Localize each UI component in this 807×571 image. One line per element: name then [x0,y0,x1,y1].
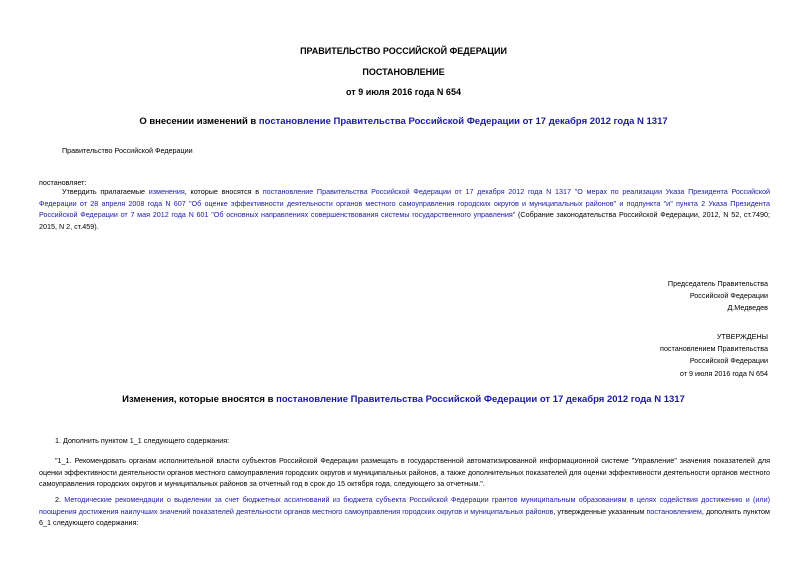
changes-title-prefix: Изменения, которые вносятся в [122,394,277,405]
signature-line-2: Российской Федерации [689,291,768,301]
item-2-text-1: , утвержденные указанным [553,506,647,516]
signature-line-3: Д.Медведев [727,303,768,313]
approval-line-3: Российской Федерации [689,356,768,366]
title-decree-link[interactable]: постановление Правительства Российской Федерации от 17 декабря 2012 года N 1317 [258,116,668,127]
document-title-prefix: О внесении изменений в [139,116,259,127]
item-2-text-2: , дополнить пунктом 6_1 следующего содержания: [39,506,770,528]
resolution-link[interactable]: постановлением [646,506,702,516]
header-doc-type: ПОСТАНОВЛЕНИЕ [362,67,445,77]
decree-text-1: Утвердить прилагаемые [62,187,149,196]
approval-line-1: УТВЕРЖДЕНЫ [716,332,768,341]
item-2-number: 2. [55,495,65,504]
signature-line-1: Председатель Правительства [667,279,768,288]
item-1-quote: "1_1. Рекомендовать органам исполнительной власти субъектов Российской Федерации размещать в государственной автоматизированной информационной системе "Управление" значения показателей для оценки эффективности деятельности органов местного самоуправления городских округов и муниципальных районов, а также дополнительных показателей для оценки эффективности деятельности органов местного самоуправления городских округов и муниципальных районов за отчетный год в срок до 15 октября года, следующего за отчетным.". [39,456,770,489]
approval-block [660,331,768,380]
approval-line-2: постановлением Правительства [660,344,768,354]
signature-block [668,278,768,315]
decrees-word: постановляет: [39,178,87,187]
approval-line-4: от 9 июля 2016 года N 654 [679,368,768,378]
decree-text-2: , которые вносятся в [184,187,263,196]
item-1: 1. Дополнить пунктом 1_1 следующего содержания: [55,436,230,445]
item-2 [39,494,770,529]
decree-1317-link[interactable]: постановление Правительства Российской Федерации от 17 декабря 2012 года N 1317 "О мерах по реализации Указа Президента Российской Федерации от 28 апреля 2008 года N 607 "Об оценке эффективности деятельности органов местного самоуправления городских округов и муниципальных районов" и подпункта "и" пункта 2 Указа Президента Российской Федерации от 7 мая 2012 года N 601 "Об основных направлениях совершенствования системы государственного управления" [39,187,770,220]
methodical-recommendations-link[interactable]: Методические рекомендации о выделении за счет бюджетных ассигнований из бюджета субъекта Российской Федерации грантов муниципальным образованиям в целях содействия достижению и (или) поощрения достижения наилучших значений показателей деятельности органов местного самоуправления городских округов и муниципальных районов [39,495,771,516]
document-title [0,116,807,127]
decree-paragraph [39,186,770,232]
header-government: ПРАВИТЕЛЬСТВО РОССИЙСКОЙ ФЕДЕРАЦИИ [300,46,507,56]
changes-title [0,394,807,405]
header-date-number: от 9 июля 2016 года N 654 [346,87,461,97]
changes-title-link[interactable]: постановление Правительства Российской Федерации от 17 декабря 2012 года N 1317 [276,394,685,405]
preamble: Правительство Российской Федерации [62,146,193,155]
decree-text-3: (Собрание законодательства Российской Федерации, 2012, N 52, ст.7490; 2015, N 2, ст.459). [39,210,770,231]
changes-link[interactable]: изменения [148,187,185,196]
